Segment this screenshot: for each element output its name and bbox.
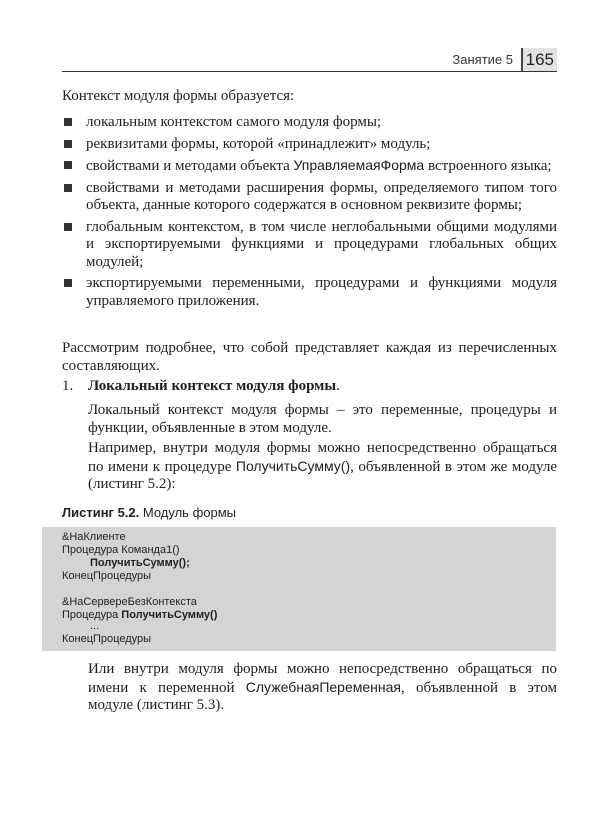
bullet-item: реквизитами формы, которой «принадлежит» модуль; <box>62 136 557 154</box>
code-line: КонецПроцедуры <box>62 633 152 645</box>
header-rule <box>62 71 557 72</box>
bullet-square <box>64 184 72 192</box>
summary-text: Рассмотрим подробнее, что собой представляет каждая из перечисленных составляющих. <box>62 340 557 374</box>
bullet-square <box>64 140 72 148</box>
code-line: ПолучитьСумму(); <box>90 557 190 569</box>
bullet-item: локальным контекстом самого модуля формы; <box>62 114 557 132</box>
bullet-item: глобальным контекстом, в том числе неглобальными общими модулями и экспортируемыми функциями и процедурами глобальных общих модулей; <box>62 219 557 272</box>
paragraph-variable: Или внутри модуля формы можно непосредственно обращаться по имени к переменной СлужебнаяПеременная, объявленной в этом модуле (листинг 5.3). <box>88 661 557 713</box>
code-line: &НаСервереБезКонтекста <box>62 596 197 608</box>
bullet-item: экспортируемыми переменными, процедурами и функциями модуля управляемого приложения. <box>62 275 557 310</box>
listing-label: Листинг 5.2. <box>62 505 140 520</box>
bullet-square <box>64 161 72 169</box>
intro-text: Контекст модуля формы образуется: <box>62 88 295 104</box>
bullet-square <box>64 223 72 231</box>
procedure-name: ПолучитьСумму() <box>235 457 351 474</box>
code-line: КонецПроцедуры <box>62 570 152 582</box>
page-header <box>62 48 557 72</box>
page-number: 165 <box>525 50 554 69</box>
code-line: ... <box>90 620 100 632</box>
paragraph-example: Например, внутри модуля формы можно непосредственно обращаться по имени к процедуре ПолучитьСумму(), объявленной в этом же модуле (листинг 5.2): <box>88 440 558 492</box>
section-heading: Локальный контекст модуля формы. <box>88 378 340 394</box>
code-line: &НаКлиенте <box>62 531 126 543</box>
context-bullet-list <box>62 114 557 314</box>
object-name: УправляемаяФорма <box>293 157 425 173</box>
code-line: Процедура Команда1() <box>62 544 180 556</box>
bullet-square <box>64 118 72 126</box>
bullet-square <box>64 279 72 287</box>
paragraph-local-context: Локальный контекст модуля формы – это переменные, процедуры и функции, объявленные в этом модуле. <box>88 402 557 436</box>
variable-name: СлужебнаяПеременная <box>245 678 401 695</box>
section-title: Локальный контекст модуля формы <box>88 378 337 394</box>
listing-caption <box>62 505 236 520</box>
section-number: 1. <box>62 378 74 394</box>
listing-title: Модуль формы <box>139 505 237 520</box>
code-line: Процедура ПолучитьСумму() <box>62 609 218 621</box>
bullet-item: свойствами и методами расширения формы, определяемого типом того объекта, данные которого содержатся в основном реквизите формы; <box>62 180 557 215</box>
bullet-item: свойствами и методами объекта УправляемаяФорма встроенного языка; <box>62 157 557 176</box>
page-number-box <box>521 48 557 72</box>
lesson-label: Занятие 5 <box>452 52 513 67</box>
code-listing <box>42 527 556 651</box>
